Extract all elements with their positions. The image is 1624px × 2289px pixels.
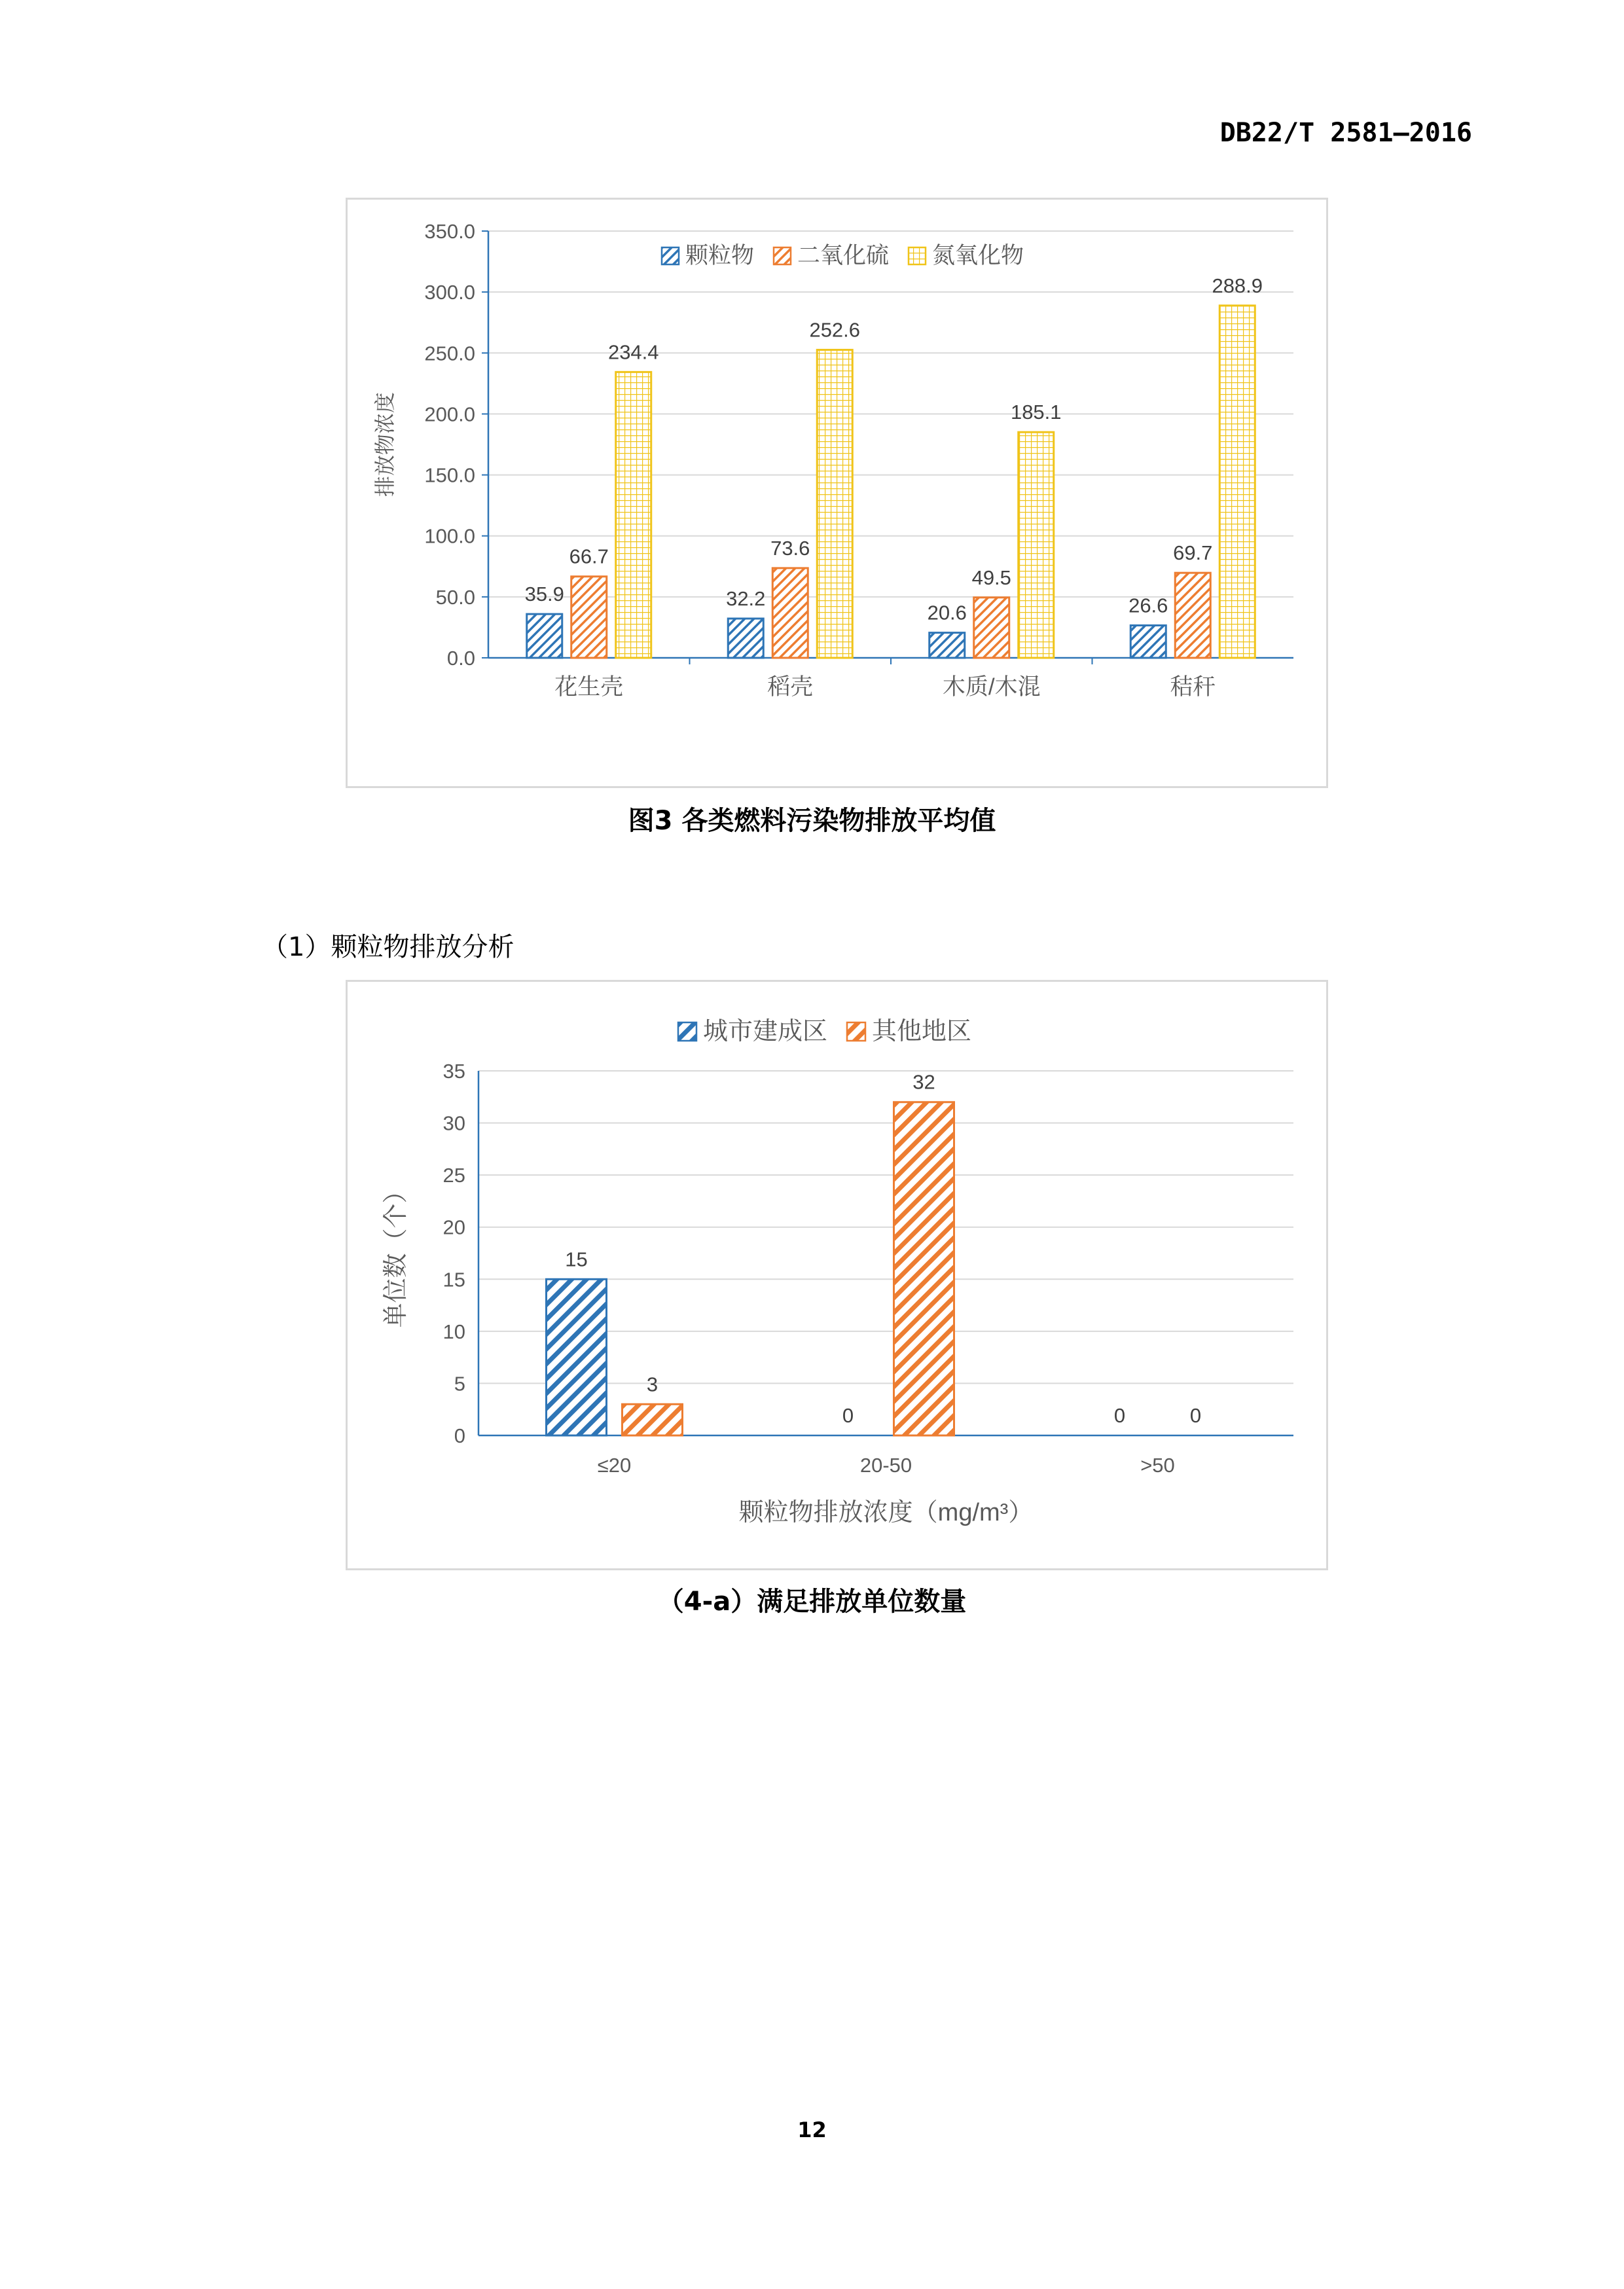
category-label: ≤20 <box>597 1454 632 1477</box>
bar <box>1130 625 1166 658</box>
legend-swatch <box>662 247 679 264</box>
y-tick-label: 300.0 <box>424 281 475 304</box>
bar <box>1019 432 1054 658</box>
data-label: 288.9 <box>1212 274 1263 297</box>
data-label: 32 <box>912 1070 935 1094</box>
data-label: 0 <box>1189 1404 1202 1427</box>
bar <box>728 619 763 658</box>
bar <box>772 568 808 658</box>
y-tick-label: 25 <box>442 1164 465 1187</box>
bar <box>974 598 1009 658</box>
y-axis-label: 单位数（个） <box>382 1178 410 1328</box>
y-tick-label: 5 <box>454 1372 465 1396</box>
data-label: 234.4 <box>607 340 659 364</box>
data-label: 20.6 <box>927 601 967 624</box>
emission-average-chart <box>346 198 1328 788</box>
data-label: 73.6 <box>770 536 810 560</box>
data-label: 35.9 <box>524 583 564 606</box>
category-label: 木质/木混 <box>942 674 1041 700</box>
x-axis-label: 颗粒物排放浓度（mg/m³） <box>738 1499 1034 1526</box>
bar <box>527 614 562 658</box>
bar <box>547 1279 607 1435</box>
y-tick-label: 150.0 <box>424 463 475 487</box>
y-tick-label: 0.0 <box>446 647 475 670</box>
legend-label: 氮氧化物 <box>932 243 1024 268</box>
y-tick-label: 350.0 <box>424 220 475 243</box>
y-tick-label: 100.0 <box>424 524 475 548</box>
y-tick-label: 10 <box>442 1320 465 1343</box>
bar <box>571 577 607 658</box>
y-tick-label: 200.0 <box>424 403 475 426</box>
document-code: DB22/T 2581—2016 <box>1219 118 1472 148</box>
category-label: 花生壳 <box>554 674 624 700</box>
section-heading: （1）颗粒物排放分析 <box>262 932 514 962</box>
figure4a-caption: （4-a）满足排放单位数量 <box>657 1587 967 1617</box>
figure3-caption: 图3 各类燃料污染物排放平均值 <box>628 806 996 836</box>
bar <box>817 350 852 658</box>
emission-average-chart-svg <box>348 200 1326 786</box>
page-number: 12 <box>797 2118 827 2142</box>
bar <box>929 633 965 658</box>
data-label: 15 <box>565 1248 588 1271</box>
bar <box>1219 306 1255 658</box>
bar <box>1175 573 1210 658</box>
unit-count-chart-svg <box>348 982 1326 1568</box>
data-label: 26.6 <box>1128 594 1168 617</box>
data-label: 0 <box>1113 1404 1126 1427</box>
legend-label: 颗粒物 <box>685 243 755 268</box>
legend-swatch <box>774 247 791 264</box>
category-label: 秸秆 <box>1170 674 1216 700</box>
category-label: 稻壳 <box>767 674 814 700</box>
data-label: 3 <box>646 1373 659 1396</box>
data-label: 0 <box>842 1404 854 1427</box>
bar <box>616 372 651 658</box>
unit-count-chart <box>346 980 1328 1570</box>
y-tick-label: 15 <box>442 1268 465 1291</box>
y-tick-label: 20 <box>442 1216 465 1239</box>
data-label: 32.2 <box>726 587 766 611</box>
legend-swatch <box>847 1022 865 1041</box>
y-tick-label: 250.0 <box>424 342 475 365</box>
y-tick-label: 35 <box>442 1060 465 1083</box>
legend-label: 其他地区 <box>872 1018 972 1045</box>
bar <box>894 1102 954 1435</box>
category-label: >50 <box>1140 1454 1175 1477</box>
legend-label: 二氧化硫 <box>797 243 890 268</box>
y-tick-label: 0 <box>454 1424 465 1447</box>
legend-swatch <box>909 247 926 264</box>
data-label: 252.6 <box>809 318 861 342</box>
y-axis-label: 排放物浓度 <box>373 391 397 497</box>
category-label: 20-50 <box>859 1454 912 1477</box>
y-tick-label: 50.0 <box>435 585 475 609</box>
data-label: 66.7 <box>569 545 609 568</box>
data-label: 49.5 <box>971 566 1011 589</box>
legend-label: 城市建成区 <box>703 1018 828 1045</box>
data-label: 69.7 <box>1173 541 1213 565</box>
data-label: 185.1 <box>1010 401 1062 424</box>
y-tick-label: 30 <box>442 1111 465 1135</box>
bar <box>623 1404 683 1435</box>
legend-swatch <box>678 1022 696 1041</box>
